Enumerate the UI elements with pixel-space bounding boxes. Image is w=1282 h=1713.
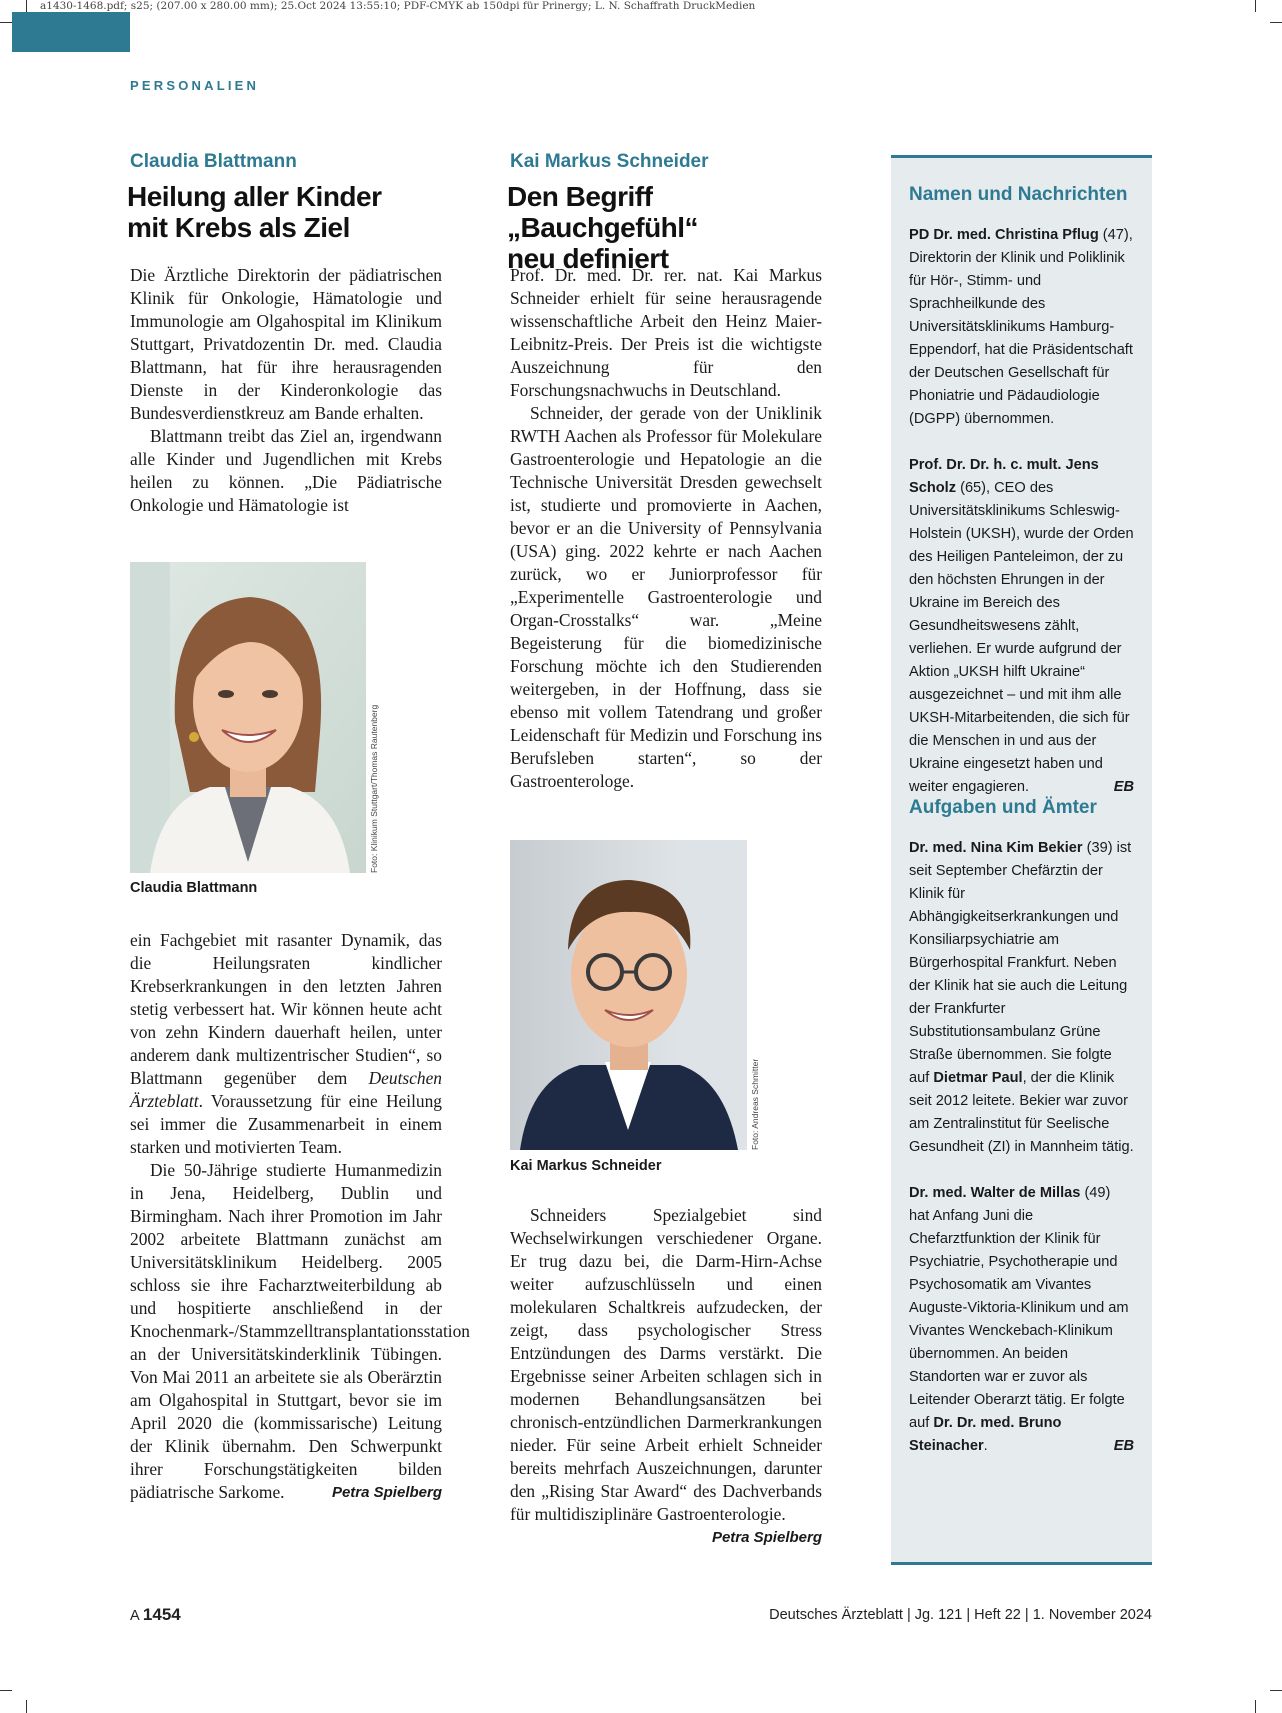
entry-text: , der die Klinik seit 2012 leitete. Bekier war zuvor am Zentralinstitut für Seelische Gesundheit (ZI) in Mannheim tätig.: [909, 1070, 1134, 1155]
photo-credit: Foto: Andreas Schmitter: [750, 1058, 760, 1150]
paragraph: Prof. Dr. med. Dr. rer. nat. Kai Markus Schneider erhielt für seine herausragende wissenschaftliche Arbeit den Heinz Maier-Leibnitz-Preis. Der Preis ist die wichtigste Auszeichnung für den Forschungsnachwuchs in Deutschland.: [510, 265, 822, 400]
headline-line: mit Krebs als Ziel: [127, 212, 350, 243]
page-prefix: A: [130, 1608, 139, 1624]
person-name: Dr. med. Walter de Millas: [909, 1185, 1081, 1201]
sidebar-heading-roles: Aufgaben und Ämter: [909, 797, 1097, 818]
news-sidebar: [891, 155, 1152, 1565]
kai-markus-schneider-photo: [510, 840, 747, 1150]
text-span: . Voraussetzung für eine Heilung sei immer die Zusammenarbeit in einem starken und motivierten Team.: [130, 1091, 442, 1157]
sidebar-group-roles: [909, 837, 1134, 1458]
photo-credit: Foto: Klinikum Stuttgart/Thomas Rautenberg: [369, 704, 379, 873]
paragraph: [510, 1204, 822, 1546]
article1-headline: [127, 181, 457, 243]
sidebar-group-names: [909, 224, 1134, 799]
sidebar-entry: [909, 454, 1134, 799]
photo-caption: Kai Markus Schneider: [510, 1158, 662, 1174]
sidebar-entry: [909, 224, 1134, 431]
entry-text: .: [983, 1438, 988, 1454]
crop-mark: [26, 0, 27, 12]
paragraph: Schneider, der gerade von der Uniklinik RWTH Aachen als Professor für Molekulare Gastroenterologie und Hepatologie an die Technische Universität Dresden gewechselt ist, studierte und promovierte in Aachen, bevor er an die University of Pennsylvania (USA) ging. 2022 kehrte er nach Aachen zurück, wo er Juniorprofessor für „Experimentelle Gastroenterologie und Organ-Crosstalks“ war. „Meine Begeisterung für die biomedizinische Forschung möchte ich den Studierenden weitergeben, in der Hoffnung, dass sie ebenso mit vollem Tatendrang und großer Leidenschaft für Medizin und Forschung ins Berufsleben starten“, so der Gastroenterologe.: [510, 403, 822, 791]
author-byline: Petra Spielberg: [711, 1529, 822, 1546]
entry-text: (65), CEO des Universitätsklinikums Schleswig-Holstein (UKSH), wurde der Orden des Heiligen Panteleimon, der zu den höchsten Ehrungen in der Ukraine im Bereich des Gesundheitswesens zählt, verliehen. Er wurde aufgrund der Aktion „UKSH hilft Ukraine“ ausgezeichnet – und mit ihm alle UKSH-Mitarbeitenden, die sich für die Menschen in und aus der Ukraine eingesetzt haben und weiter engagieren.: [909, 480, 1134, 795]
claudia-blattmann-photo: [130, 562, 366, 873]
crop-mark: [0, 1690, 12, 1691]
crop-mark: [0, 22, 12, 23]
print-info-line: a1430-1468.pdf; s25; (207.00 x 280.00 mm); 25.Oct 2024 13:55:10; PDF-CMYK ab 150dpi für Prinergy; L. N. Schaffrath DruckMedien: [40, 0, 756, 12]
person-name: Dietmar Paul: [933, 1070, 1023, 1086]
author-byline: Petra Spielberg: [331, 1484, 442, 1501]
headline-line: Den Begriff „Bauchgefühl“: [507, 181, 699, 243]
article1-body-bottom: [130, 929, 471, 1504]
article2-kicker: Kai Markus Schneider: [510, 151, 709, 172]
headline-line: neu definiert: [507, 243, 669, 274]
article1-kicker: Claudia Blattmann: [130, 151, 297, 172]
portrait-illustration: [130, 562, 366, 873]
crop-mark: [1255, 0, 1256, 12]
crop-mark: [1255, 1700, 1256, 1713]
crop-mark: [26, 1700, 27, 1713]
sidebar-entry: [909, 837, 1134, 1159]
person-name: Prof. Dr. Dr. h. c. mult. Jens Scholz: [909, 457, 1099, 496]
page-number: [130, 1605, 181, 1625]
sidebar-entry: [909, 1182, 1134, 1458]
crop-mark: [1270, 1690, 1282, 1691]
paragraph: Blattmann treibt das Ziel an, irgendwann alle Kinder und Jugendlichen mit Krebs heilen zu können. „Die Pädiatrische Onkologie und Hämatologie ist: [130, 426, 442, 515]
sidebar-heading-names: Namen und Nachrichten: [909, 184, 1128, 205]
article2-body-top: [510, 264, 822, 793]
journal-info: Deutsches Ärzteblatt | Jg. 121 | Heft 22 | 1. November 2024: [769, 1607, 1152, 1623]
headline-line: Heilung aller Kinder: [127, 181, 382, 212]
article2-headline: [507, 181, 847, 274]
paragraph: [130, 929, 442, 1159]
entry-text: (47), Direktorin der Klinik und Poliklinik für Hör-, Stimm- und Sprachheilkunde des Universitätsklinikums Hamburg-Eppendorf, hat die Präsidentschaft der Deutschen Gesellschaft für Phoniatrie und Pädaudiologie (DGPP) übernommen.: [909, 227, 1133, 427]
crop-mark: [1270, 22, 1282, 23]
paragraph: Die Ärztliche Direktorin der pädiatrischen Klinik für Onkologie, Hämatologie und Immunologie am Olgahospital im Klinikum Stuttgart, Privatdozentin Dr. med. Claudia Blattmann, hat für ihre herausragenden Dienste in der Kinderonkologie das Bundesverdienstkreuz am Bande erhalten.: [130, 265, 442, 423]
article2-body-bottom: [510, 1204, 822, 1549]
portrait-illustration: [510, 840, 747, 1150]
article1-body-top: [130, 264, 442, 517]
person-name: Dr. Dr. med. Bruno Steinacher: [909, 1415, 1062, 1454]
text-span: Die 50-Jährige studierte Humanmedizin in Jena, Heidelberg, Dublin und Birmingham. Nach ihrer Promotion im Jahr 2002 arbeitete Blattmann zunächst am Universitätsklinikum Heidelberg. 2005 schloss sie ihre Facharztweiterbildung ab und hospitierte anschließend in der Knochenmark-/Stammzelltransplantationsstation an der Universitätskinderklinik Tübingen. Von Mai 2011 an arbeitete sie als Oberärztin am Olgahospital in Stuttgart, bevor sie im April 2020 die (kommissarische) Leitung der Klinik übernahm. Den Schwerpunkt ihrer Forschungstätigkeiten bilden pädiatrische Sarkome.: [130, 1160, 471, 1502]
entry-text: (49) hat Anfang Juni die Chefarztfunktion der Klinik für Psychiatrie, Psychotherapie und Psychosomatik am Vivantes Auguste-Viktoria-Klinikum und am Vivantes Wenckebach-Klinikum übernommen. An beiden Standorten war er zuvor als Leitender Oberarzt tätig. Er folgte auf: [909, 1185, 1129, 1431]
person-name: PD Dr. med. Christina Pflug: [909, 227, 1099, 243]
author-initials: EB: [1113, 779, 1134, 795]
entry-text: (39) ist seit September Chefärztin der Klinik für Abhängigkeitserkrankungen und Konsiliarpsychiatrie am Bürgerhospital Frankfurt. Neben der Klinik hat sie auch die Leitung der Frankfurter Substitutionsambulanz Grüne Straße übernommen. Sie folgte auf: [909, 840, 1132, 1086]
section-label: PERSONALIEN: [130, 78, 260, 93]
text-span: ein Fachgebiet mit rasanter Dynamik, das die Heilungsraten kindlicher Krebserkrankungen in den letzten Jahren stetig verbessert hat. Wir können heute acht von zehn Kindern dauerhaft heilen, unter anderem dank multizentrischer Studien“, so Blattmann gegenüber dem: [130, 930, 442, 1088]
page-number-value: 1454: [142, 1605, 181, 1624]
author-initials: EB: [1113, 1438, 1134, 1454]
section-color-bar: [12, 12, 130, 52]
publication-name: Deutschen Ärzteblatt: [130, 1068, 442, 1111]
person-name: Dr. med. Nina Kim Bekier: [909, 840, 1083, 856]
paragraph: [130, 1159, 471, 1504]
text-span: Schneiders Spezialgebiet sind Wechselwirkungen verschiedener Organe. Er trug dazu bei, die Darm-Hirn-Achse weiter aufzuschlüsseln und einen molekularen Schaltkreis aufzudecken, der zeigt, dass psychologischer Stress Entzündungen des Darms verstärkt. Die Ergebnisse seiner Arbeiten schlagen sich in modernen Behandlungsansätzen bei chronisch-entzündlichen Darmerkrankungen nieder. Für seine Arbeit erhielt Schneider bereits mehrfach Auszeichnungen, darunter den „Rising Star Award“ des Dachverbands für multidisziplinäre Gastroenterologie.: [510, 1205, 822, 1524]
photo-caption: Claudia Blattmann: [130, 880, 258, 896]
